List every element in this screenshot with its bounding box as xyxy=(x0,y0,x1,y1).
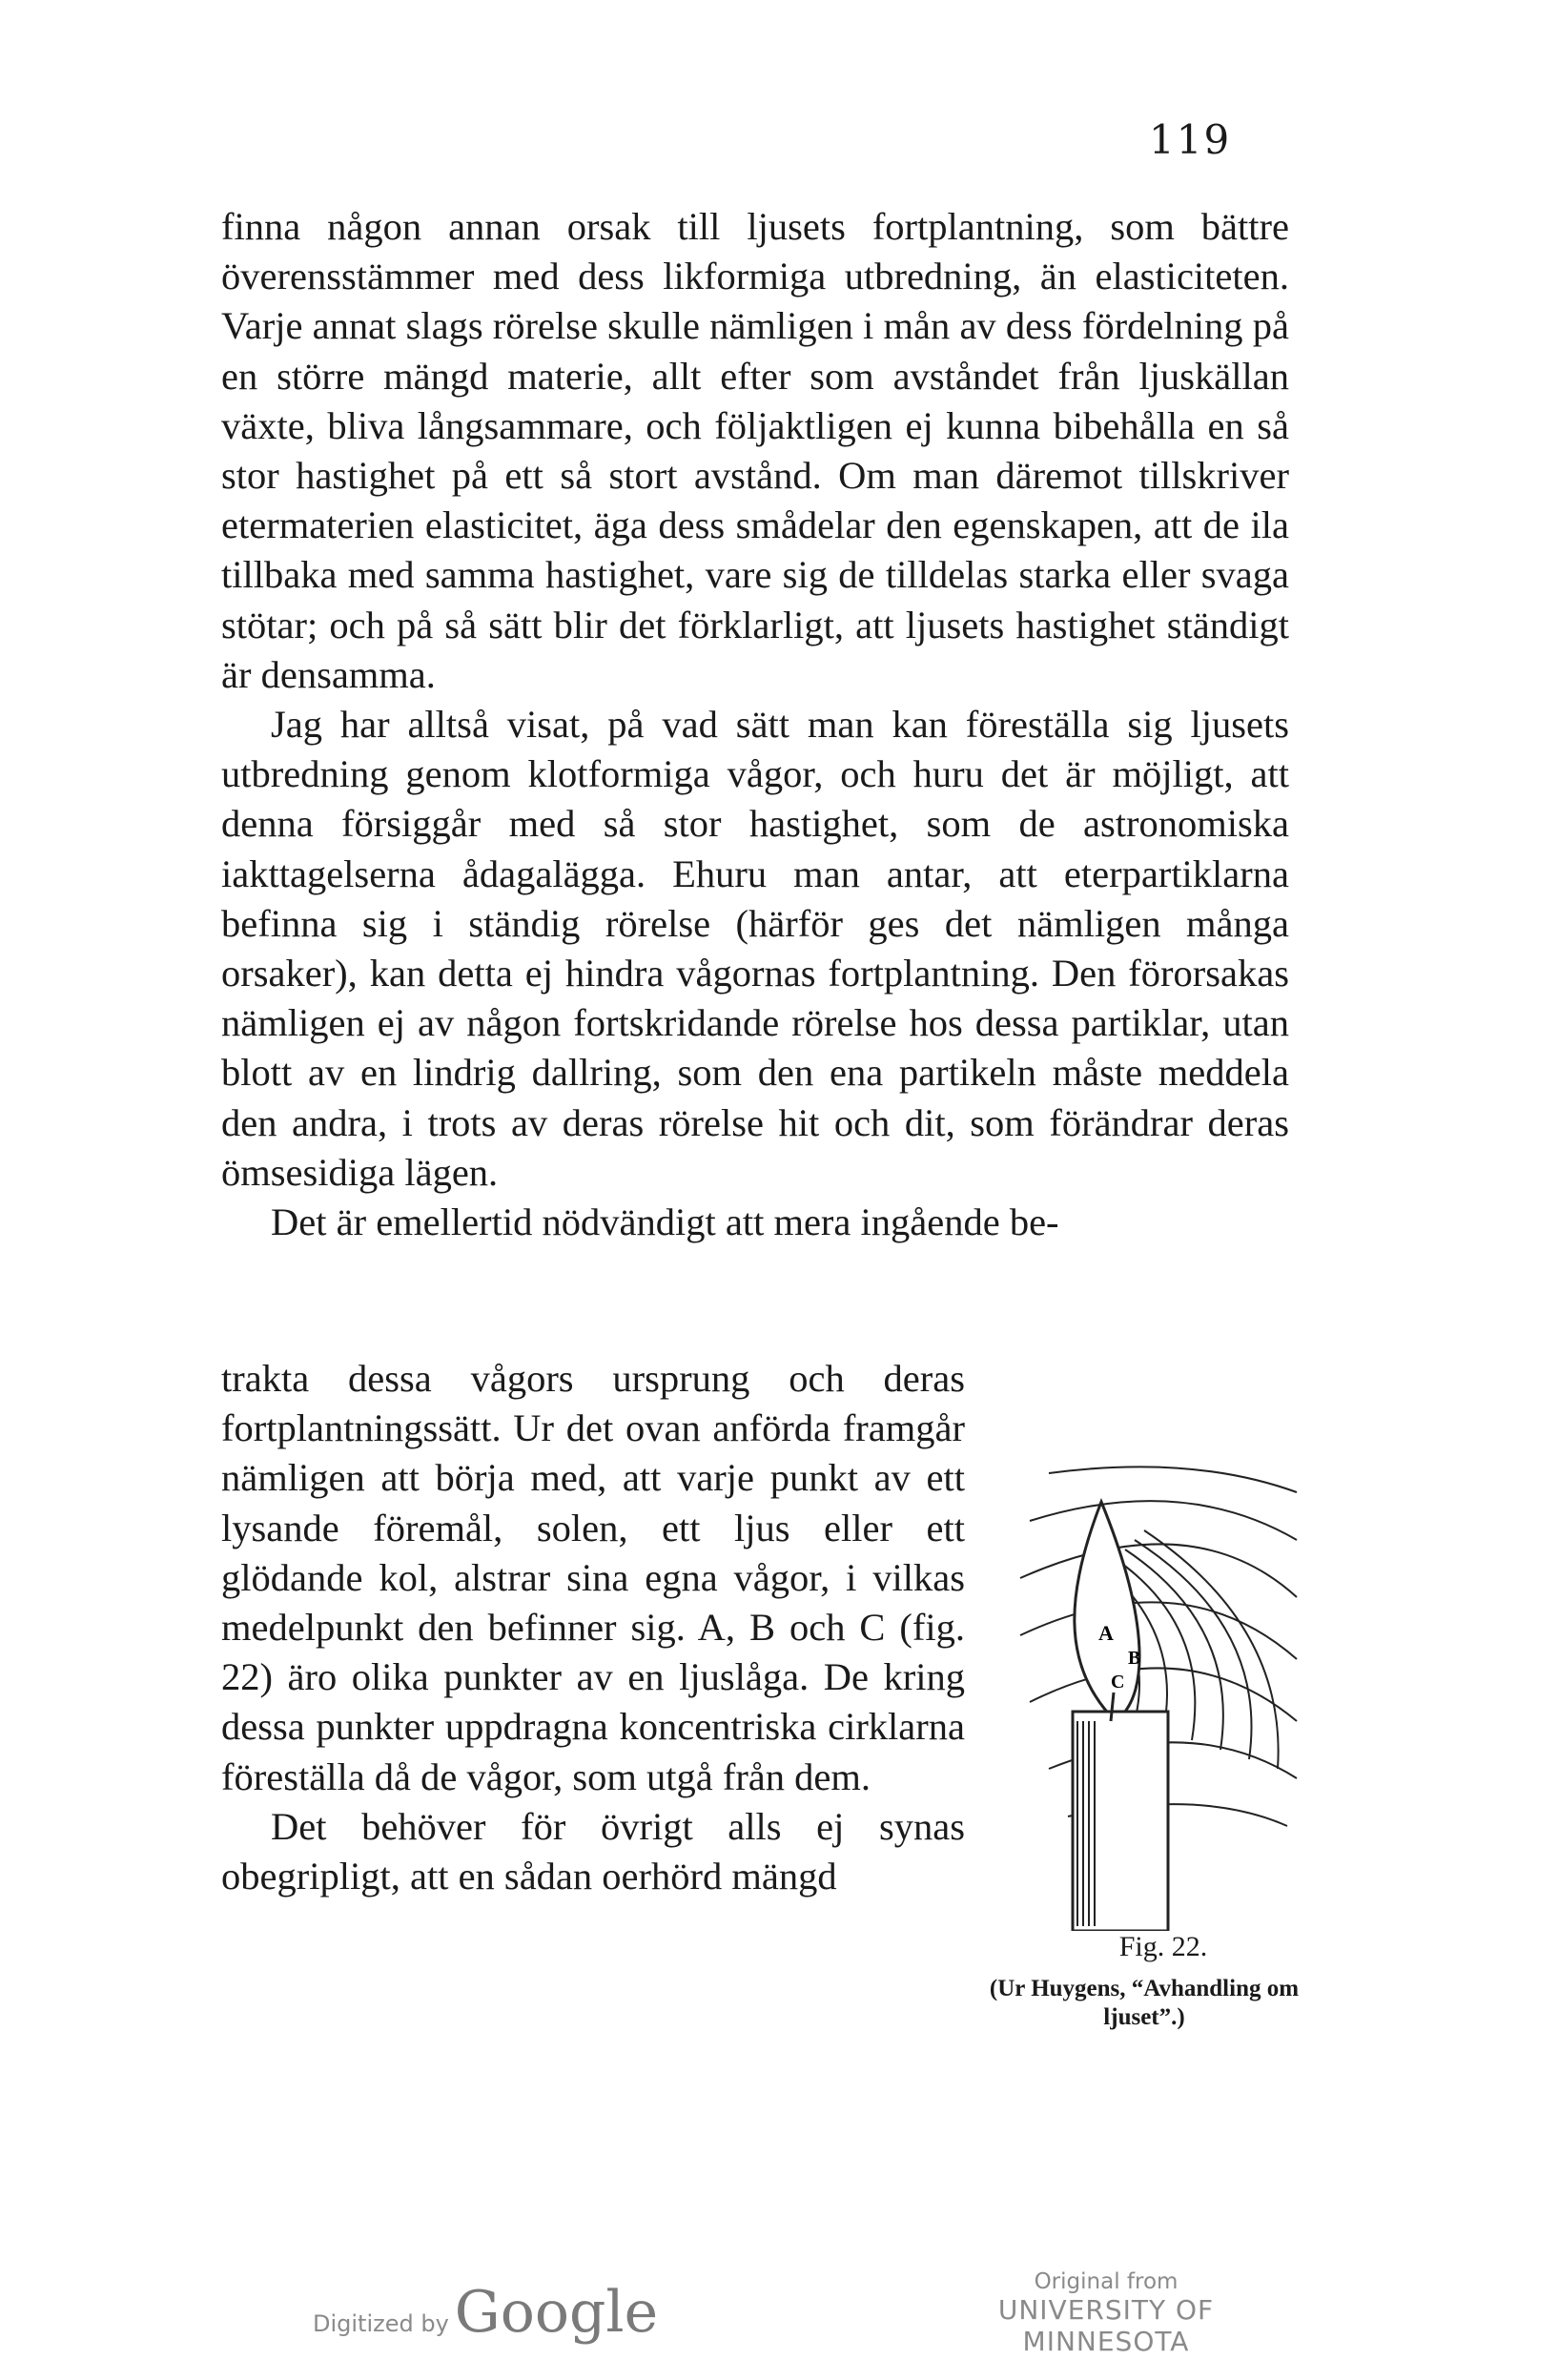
candle-wave-illustration xyxy=(992,1435,1306,1931)
point-b-label: B xyxy=(1128,1648,1141,1669)
digitized-by-text: Digitized by xyxy=(313,2310,449,2337)
candle-figure xyxy=(992,1435,1306,1931)
paragraph-4: Det behöver för övrigt alls ej synas obegripligt, att en sådan oerhörd mängd xyxy=(221,1804,965,1898)
point-a-label: A xyxy=(1098,1621,1114,1645)
original-from-notice xyxy=(925,2269,1287,2357)
main-text xyxy=(221,202,1289,1247)
institution-name: UNIVERSITY OF MINNESOTA xyxy=(997,2294,1215,2357)
digitized-by-notice xyxy=(313,2279,658,2346)
wrapped-text xyxy=(221,1354,965,1901)
paragraph-3-body: trakta dessa vågors ursprung och deras fortplantningssätt. Ur det ovan anförda framgår nämligen att börja med, att varje punkt av ett lysande föremål, solen, ett ljus eller ett glödande kol, alstrar sina egna vågor, i vilkas medelpunkt den befinner sig. A, B och C (fig. 22) äro olika punkter av en ljuslåga. De kring dessa punkter uppdragna koncentriska cirklarna föreställa då de vågor, som utgå från dem. xyxy=(221,1357,965,1798)
point-c-label: C xyxy=(1111,1672,1125,1693)
figure-source: (Ur Huygens, “Avhandling om ljuset”.) xyxy=(989,1976,1300,2030)
figure-caption xyxy=(982,1931,1306,2032)
paragraph-2: Jag har alltså visat, på vad sätt man kan föreställa sig ljusets utbredning genom klotformiga vågor, och huru det är möjligt, att denna försiggår med så stor hastighet, som de astronomiska iakttagelserna ådagalägga. Ehuru man antar, att eterpartiklarna befinna sig i ständig rörelse (härför ges det nämligen många orsaker), kan detta ej hindra vågornas fortplantning. Den förorsakas nämligen ej av någon fortskridande rörelse hos dessa partiklar, utan blott av en lindrig dallring, som den ena partikeln måste meddela den andra, i trots av deras rörelse hit och dit, som förändrar deras ömsesidiga lägen. xyxy=(221,703,1289,1194)
original-from-text: Original from xyxy=(1034,2269,1179,2294)
paragraph-3-first-line: Det är emellertid nödvändigt att mera ingående be- xyxy=(271,1200,1059,1244)
figure-label: Fig. 22. xyxy=(1118,1931,1208,1962)
google-logo: Google xyxy=(454,2279,659,2346)
page-number: 119 xyxy=(1149,116,1232,163)
paragraph-1: finna någon annan orsak till ljusets fortplantning, som bättre överensstämmer med dess likformiga utbredning, än elasticiteten. Varje annat slags rörelse skulle nämligen i mån av dess fördelning på en större mängd materie, allt efter som avståndet från ljuskällan växte, bliva långsammare, och följaktligen ej kunna bibehålla en så stor hastighet på ett så stort avstånd. Om man däremot tillskriver etermaterien elasticitet, äga dess smådelar den egenskapen, att de ila tillbaka med samma hastighet, vare sig de tilldelas starka eller svaga stötar; och på så sätt blir det förklarligt, att ljusets hastighet ständigt är densamma. xyxy=(221,205,1289,696)
